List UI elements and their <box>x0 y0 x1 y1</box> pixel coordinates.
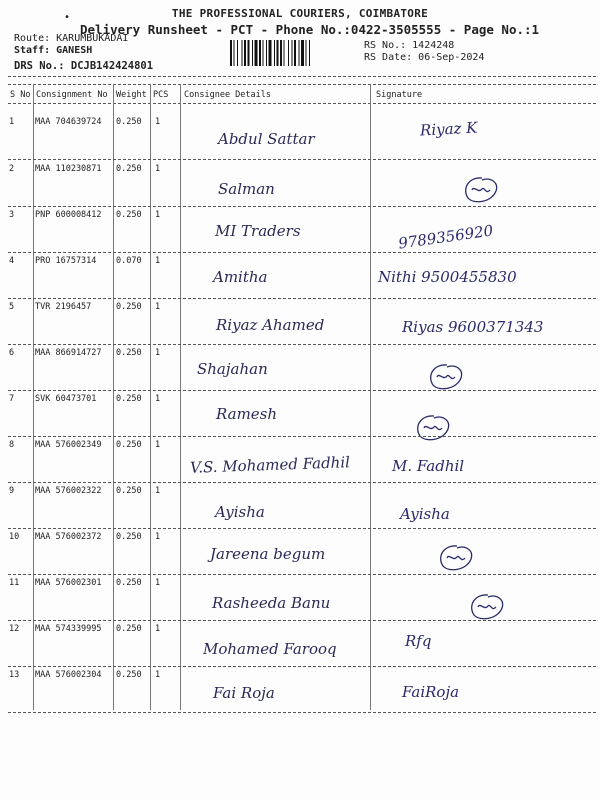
initials-scribble <box>460 175 500 205</box>
row-consignment-no: MAA 574339995 <box>35 624 102 634</box>
row-consignment-no: MAA 576002301 <box>35 578 102 588</box>
header-divider <box>8 84 596 85</box>
row-sno: 2 <box>9 164 15 174</box>
row-consignee: Mohamed Farooq <box>203 640 337 658</box>
row-sno: 3 <box>9 210 15 220</box>
row-consignment-no: MAA 110230871 <box>35 164 102 174</box>
row-divider <box>8 390 596 391</box>
column-rule <box>150 84 151 710</box>
row-consignment-no: PNP 600008412 <box>35 210 102 220</box>
row-consignee: Ramesh <box>216 405 278 423</box>
row-consignee: Riyaz Ahamed <box>216 316 325 334</box>
row-pcs: 1 <box>155 164 161 174</box>
initials-scribble <box>412 413 452 443</box>
row-sno: 7 <box>9 394 15 404</box>
row-consignee: Abdul Sattar <box>218 130 315 148</box>
row-consignment-no: SVK 60473701 <box>35 394 97 404</box>
row-pcs: 1 <box>155 210 161 220</box>
row-divider <box>8 620 596 621</box>
row-weight: 0.250 <box>116 578 142 588</box>
row-sno: 9 <box>9 486 15 496</box>
column-rule <box>113 84 114 710</box>
row-divider <box>8 574 596 575</box>
initials-scribble <box>466 592 506 622</box>
row-consignee: Shajahan <box>197 360 268 378</box>
row-consignee: MI Traders <box>215 222 301 240</box>
row-sno: 11 <box>9 578 20 588</box>
column-rule <box>180 84 181 710</box>
row-divider <box>8 712 596 713</box>
row-weight: 0.250 <box>116 302 142 312</box>
drs-number: DRS No.: DCJB142424801 <box>14 60 154 72</box>
row-weight: 0.250 <box>116 348 142 358</box>
initials-scribble <box>435 543 475 573</box>
column-header-consignment: Consignment No <box>36 90 108 100</box>
row-weight: 0.250 <box>116 394 142 404</box>
row-weight: 0.250 <box>116 532 142 542</box>
row-sno: 4 <box>9 256 15 266</box>
row-divider <box>8 159 596 160</box>
row-weight: 0.250 <box>116 624 142 634</box>
barcode <box>230 40 358 66</box>
row-pcs: 1 <box>155 670 161 680</box>
row-signature: Riyaz K <box>419 118 478 140</box>
row-pcs: 1 <box>155 532 161 542</box>
header-divider <box>8 103 596 104</box>
column-header-weight: Weight <box>116 90 147 100</box>
divider <box>8 76 596 77</box>
row-consignment-no: TVR 2196457 <box>35 302 92 312</box>
row-consignment-no: MAA 576002372 <box>35 532 102 542</box>
row-divider <box>8 436 596 437</box>
row-pcs: 1 <box>155 394 161 404</box>
rs-date: RS Date: 06-Sep-2024 <box>364 52 485 63</box>
row-pcs: 1 <box>155 486 161 496</box>
row-sno: 12 <box>9 624 20 634</box>
row-sno: 13 <box>9 670 20 680</box>
row-pcs: 1 <box>155 302 161 312</box>
row-divider <box>8 206 596 207</box>
row-consignee: V.S. Mohamed Fadhil <box>189 453 351 477</box>
rs-number: RS No.: 1424248 <box>364 40 455 51</box>
row-pcs: 1 <box>155 117 161 127</box>
row-signature: Nithi 9500455830 <box>378 268 517 286</box>
row-consignment-no: MAA 576002304 <box>35 670 102 680</box>
row-consignee: Rasheeda Banu <box>212 594 331 612</box>
row-divider <box>8 528 596 529</box>
row-weight: 0.250 <box>116 210 142 220</box>
row-signature: Rfq <box>405 632 432 650</box>
row-weight: 0.250 <box>116 486 142 496</box>
row-signature: Riyas 9600371343 <box>402 318 544 336</box>
column-header-signature: Signature <box>376 90 423 100</box>
row-weight: 0.250 <box>116 117 142 127</box>
row-pcs: 1 <box>155 624 161 634</box>
row-consignment-no: MAA 576002349 <box>35 440 102 450</box>
row-divider <box>8 666 596 667</box>
row-pcs: 1 <box>155 440 161 450</box>
runsheet-title: Delivery Runsheet - PCT - Phone No.:0422-3505555 - Page No.:1 <box>80 22 540 37</box>
column-rule <box>370 84 371 710</box>
staff-label: Staff: GANESH <box>14 45 93 56</box>
row-consignee: Jareena begum <box>210 545 326 563</box>
row-sno: 5 <box>9 302 15 312</box>
row-pcs: 1 <box>155 256 161 266</box>
row-weight: 0.250 <box>116 670 142 680</box>
row-divider <box>8 252 596 253</box>
row-signature: M. Fadhil <box>392 457 465 475</box>
row-consignment-no: MAA 866914727 <box>35 348 102 358</box>
row-consignee: Ayisha <box>215 503 265 521</box>
row-weight: 0.250 <box>116 440 142 450</box>
route-label: Route: KARUMBUKADAI <box>14 33 129 44</box>
row-signature: 9789356920 <box>397 221 495 253</box>
column-rule <box>33 84 34 710</box>
row-sno: 8 <box>9 440 15 450</box>
column-header-sno: S No <box>10 90 31 100</box>
row-consignment-no: MAA 704639724 <box>35 117 102 127</box>
column-header-consignee: Consignee Details <box>184 90 271 100</box>
ink-dot: • <box>64 12 71 23</box>
row-weight: 0.250 <box>116 164 142 174</box>
row-pcs: 1 <box>155 348 161 358</box>
row-consignee: Salman <box>218 180 275 198</box>
row-signature: Ayisha <box>400 505 450 523</box>
row-consignee: Fai Roja <box>213 684 275 702</box>
column-header-pcs: PCS <box>153 90 169 100</box>
row-divider <box>8 482 596 483</box>
row-divider <box>8 298 596 299</box>
company-name: THE PROFESSIONAL COURIERS, COIMBATORE <box>171 7 429 20</box>
row-weight: 0.070 <box>116 256 142 266</box>
row-pcs: 1 <box>155 578 161 588</box>
row-sno: 6 <box>9 348 15 358</box>
row-consignment-no: MAA 576002322 <box>35 486 102 496</box>
row-consignee: Amitha <box>213 268 268 286</box>
row-sno: 10 <box>9 532 20 542</box>
initials-scribble <box>425 362 465 392</box>
row-sno: 1 <box>9 117 15 127</box>
row-signature: FaiRoja <box>402 683 460 701</box>
row-consignment-no: PRO 16757314 <box>35 256 97 266</box>
row-divider <box>8 344 596 345</box>
